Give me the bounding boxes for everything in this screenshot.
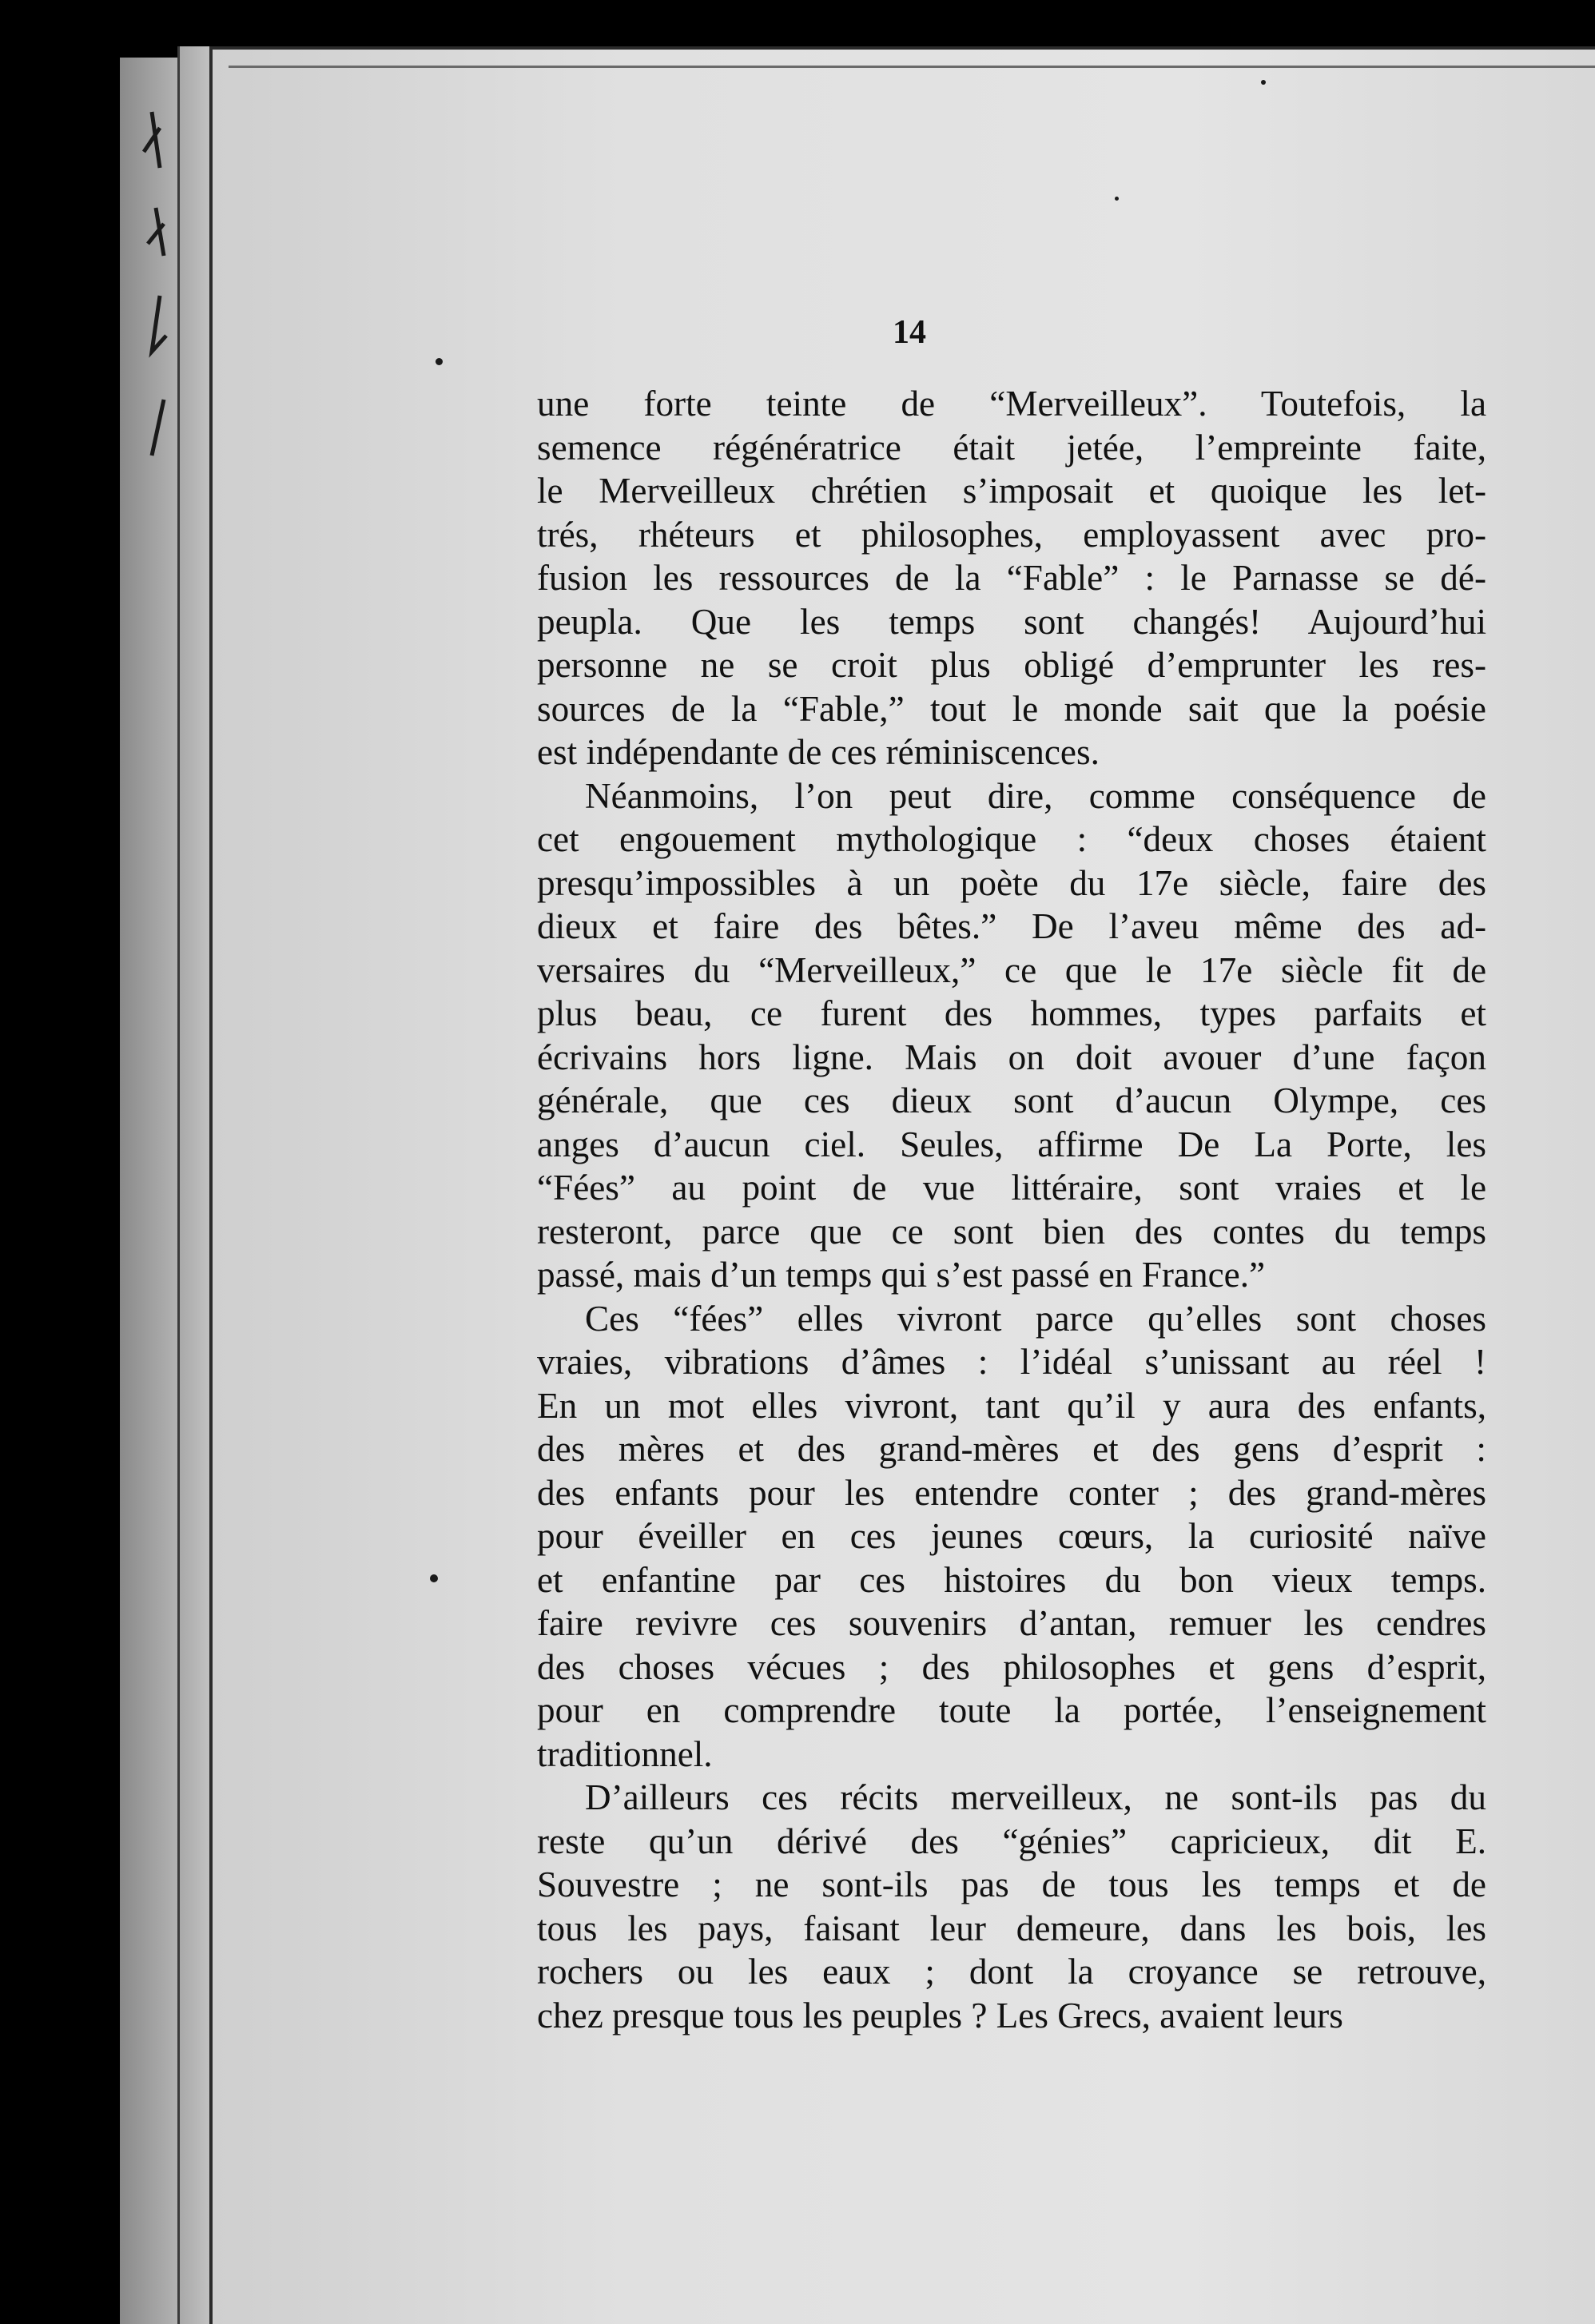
text-line: personne ne se croit plus obligé d’emprunter les res- — [537, 645, 1486, 685]
text-line: sources de la “Fable,” tout le monde sait que la poésie — [537, 688, 1486, 729]
text-line: Souvestre ; ne sont-ils pas de tous les temps et de — [537, 1864, 1486, 1904]
paragraph — [537, 774, 1486, 1297]
text-line: versaires du “Merveilleux,” ce que le 17e siècle fit de — [537, 949, 1486, 990]
text-line: D’ailleurs ces récits merveilleux, ne sont-ils pas du — [585, 1777, 1486, 1817]
text-line: cet engouement mythologique : “deux choses étaient — [537, 819, 1486, 859]
scan-speck — [436, 358, 443, 365]
text-line: trés, rhéteurs et philosophes, employassent avec pro- — [537, 514, 1486, 555]
page-number: 14 — [893, 314, 926, 351]
text-line: semence régénératrice était jetée, l’empreinte faite, — [537, 427, 1486, 468]
text-line: chez presque tous les peuples ? Les Grecs, avaient leurs — [537, 1995, 1343, 2035]
paragraph — [537, 382, 1486, 774]
text-line: Néanmoins, l’on peut dire, comme conséquence de — [585, 775, 1486, 816]
text-line: “Fées” au point de vue littéraire, sont vraies et le — [537, 1168, 1486, 1208]
text-line: anges d’aucun ciel. Seules, affirme De La Porte, les — [537, 1124, 1486, 1164]
scan-speck — [1261, 80, 1266, 85]
text-line: est indépendante de ces réminiscences. — [537, 732, 1100, 772]
text-line: tous les pays, faisant leur demeure, dans les bois, les — [537, 1908, 1486, 1948]
text-line: pour en comprendre toute la portée, l’enseignement — [537, 1690, 1486, 1730]
text-line: une forte teinte de “Merveilleux”. Toutefois, la — [537, 384, 1486, 424]
text-line: traditionnel. — [537, 1733, 713, 1774]
text-line: pour éveiller en ces jeunes cœurs, la curiosité naïve — [537, 1516, 1486, 1556]
handwritten-margin-marks — [120, 96, 224, 495]
text-line: et enfantine par ces histoires du bon vieux temps. — [537, 1559, 1486, 1600]
text-line: le Merveilleux chrétien s’imposait et quoique les let- — [537, 471, 1486, 511]
text-line: peupla. Que les temps sont changés! Aujourd’hui — [537, 601, 1486, 642]
text-line: rochers ou les eaux ; dont la croyance se retrouve, — [537, 1952, 1486, 1992]
text-line: Ces “fées” elles vivront parce qu’elles sont choses — [585, 1298, 1486, 1339]
scan-speck — [430, 1574, 438, 1582]
paragraph — [537, 1776, 1486, 2037]
body-text — [537, 382, 1486, 2037]
text-line: passé, mais d’un temps qui s’est passé en France.” — [537, 1255, 1266, 1295]
text-line: des choses vécues ; des philosophes et gens d’esprit, — [537, 1646, 1486, 1687]
text-line: vraies, vibrations d’âmes : l’idéal s’unissant au réel ! — [537, 1342, 1486, 1382]
text-line: dieux et faire des bêtes.” De l’aveu même des ad- — [537, 906, 1486, 946]
text-line: resteront, parce que ce sont bien des contes du temps — [537, 1211, 1486, 1252]
text-line: reste qu’un dérivé des “génies” capricieux, dit E. — [537, 1821, 1486, 1861]
text-line: des mères et des grand-mères et des gens d’esprit : — [537, 1429, 1486, 1469]
handwriting-icon — [120, 96, 224, 495]
scan-speck — [1115, 197, 1119, 201]
text-line: faire revivre ces souvenirs d’antan, remuer les cendres — [537, 1603, 1486, 1643]
text-line: des enfants pour les entendre conter ; des grand-mères — [537, 1472, 1486, 1513]
text-line: écrivains hors ligne. Mais on doit avouer d’une façon — [537, 1037, 1486, 1077]
text-line: presqu’impossibles à un poète du 17e siècle, faire des — [537, 862, 1486, 903]
text-line: plus beau, ce furent des hommes, types parfaits et — [537, 993, 1486, 1033]
text-line: générale, que ces dieux sont d’aucun Olympe, ces — [537, 1080, 1486, 1120]
text-line: En un mot elles vivront, tant qu’il y aura des enfants, — [537, 1385, 1486, 1426]
text-line: fusion les ressources de la “Fable” : le Parnasse se dé- — [537, 558, 1486, 598]
paragraph — [537, 1297, 1486, 1777]
